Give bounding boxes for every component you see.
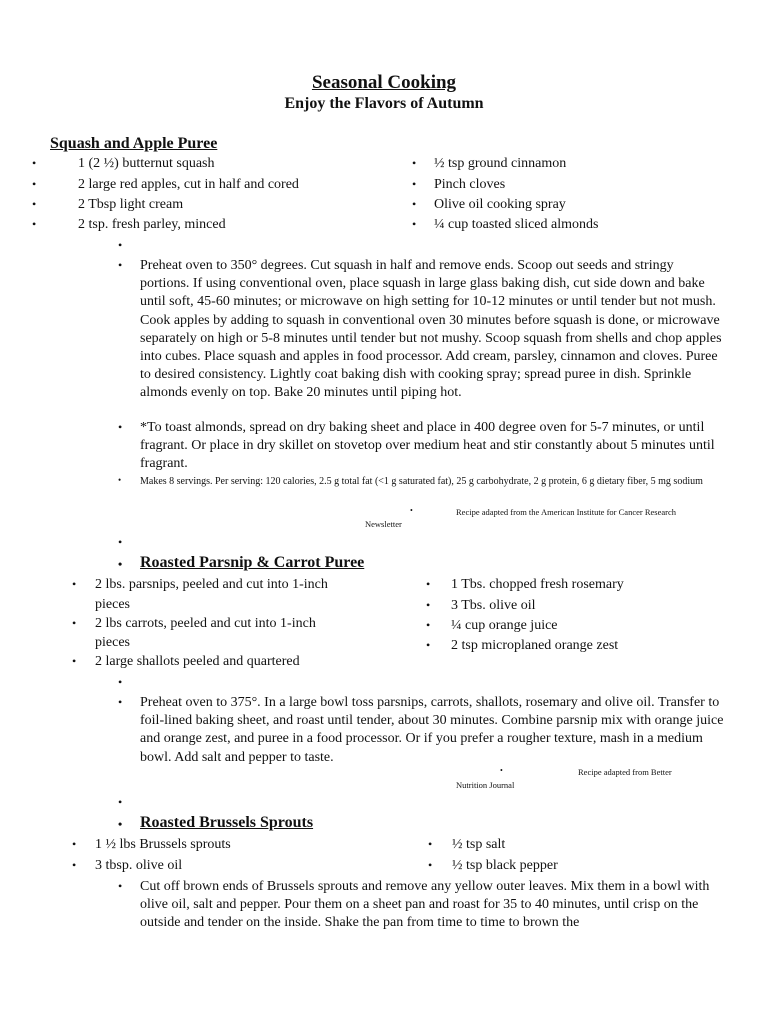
bullet: •	[72, 858, 77, 872]
ingredient: ¼ cup orange juice	[451, 618, 558, 633]
bullet: •	[118, 695, 123, 709]
empty-bullet: •	[118, 795, 123, 809]
recipe1-source: Recipe adapted from the American Institute for Cancer Research	[456, 507, 676, 517]
recipe1-almond-note: *To toast almonds, spread on dry baking sheet and place in 400 degree oven for 5-7 minutes, or until fragrant. Or place in dry skillet on stovetop over medium heat and stir constantly about 5 minutes until fragrant.	[140, 420, 715, 472]
ingredient: 2 tsp microplaned orange zest	[451, 638, 619, 653]
bullet: •	[426, 577, 431, 591]
bullet: •	[118, 557, 123, 571]
recipe2-source-line2: Nutrition Journal	[456, 780, 515, 790]
bullet: •	[412, 177, 417, 191]
empty-bullet: •	[118, 675, 123, 689]
ingredient: Olive oil cooking spray	[434, 197, 566, 212]
bullet: •	[118, 258, 123, 272]
page-subtitle: Enjoy the Flavors of Autumn	[284, 95, 484, 112]
ingredient: 3 Tbs. olive oil	[451, 598, 536, 613]
ingredient: 1 Tbs. chopped fresh rosemary	[451, 577, 624, 592]
bullet: •	[426, 598, 431, 612]
empty-bullet: •	[118, 535, 123, 549]
recipe1-nutrition: Makes 8 servings. Per serving: 120 calories, 2.5 g total fat (<1 g saturated fat), 25 g carbohydrate, 2 g protein, 6 g dietary fiber, 5 mg sodium	[140, 476, 703, 487]
ingredient: Pinch cloves	[434, 177, 506, 192]
recipe3-heading: Roasted Brussels Sprouts	[140, 814, 314, 831]
ingredient: 2 large shallots peeled and quartered	[95, 654, 300, 669]
bullet: •	[118, 420, 123, 434]
bullet: •	[118, 879, 123, 893]
bullet: •	[412, 197, 417, 211]
ingredient: 2 tsp. fresh parley, minced	[78, 217, 226, 232]
ingredient: ½ tsp salt	[452, 837, 506, 852]
ingredient: ½ tsp ground cinnamon	[434, 156, 567, 171]
bullet: •	[72, 654, 77, 668]
ingredient: 2 large red apples, cut in half and cored	[78, 177, 299, 192]
ingredient: 1 ½ lbs Brussels sprouts	[95, 837, 231, 852]
bullet: •	[118, 475, 122, 485]
bullet: •	[426, 638, 431, 652]
ingredient: 2 lbs. parsnips, peeled and cut into 1-inch	[95, 577, 328, 592]
ingredient-continued: pieces	[95, 597, 130, 612]
bullet: •	[32, 177, 37, 191]
bullet: •	[428, 837, 433, 851]
bullet: •	[410, 506, 413, 515]
bullet: •	[32, 197, 37, 211]
ingredient: ½ tsp black pepper	[452, 858, 558, 873]
bullet: •	[72, 837, 77, 851]
bullet: •	[426, 618, 431, 632]
ingredient: ¼ cup toasted sliced almonds	[434, 217, 599, 232]
bullet: •	[72, 577, 77, 591]
bullet: •	[32, 156, 37, 170]
bullet: •	[412, 156, 417, 170]
page-title: Seasonal Cooking	[311, 72, 457, 93]
ingredient: 2 lbs carrots, peeled and cut into 1-inch	[95, 616, 316, 631]
ingredient: 2 Tbsp light cream	[78, 197, 184, 212]
recipe2-heading: Roasted Parsnip & Carrot Puree	[140, 554, 365, 571]
ingredient: 3 tbsp. olive oil	[95, 858, 183, 873]
bullet: •	[118, 817, 123, 831]
bullet: •	[32, 217, 37, 231]
bullet: •	[72, 616, 77, 630]
recipe1-heading: Squash and Apple Puree	[50, 135, 218, 152]
bullet: •	[428, 858, 433, 872]
recipe2-directions: Preheat oven to 375°. In a large bowl toss parsnips, carrots, shallots, rosemary and olive oil. Transfer to foil-lined baking sheet, and roast until tender, about 30 minutes. Combine parsnip mix with orange juice and orange zest, and puree in a food processor. Or if you prefer a rougher texture, mash in a medium bowl. Add salt and pepper to taste.	[140, 695, 724, 765]
recipe1-source-line2: Newsletter	[365, 519, 402, 529]
recipe2-source: Recipe adapted from Better	[578, 767, 672, 777]
recipe3-directions: Cut off brown ends of Brussels sprouts and remove any yellow outer leaves. Mix them in a bowl with olive oil, salt and pepper. Pour them on a sheet pan and roast for 35 to 40 minutes, until crisp on the outside and tender on the inside. Shake the pan from time to time to brown the	[140, 879, 710, 931]
recipe1-directions: Preheat oven to 350° degrees. Cut squash in half and remove ends. Scoop out seeds and stringy portions. If using conventional oven, place squash in large glass baking dish, cut side down and bake until soft, 45-60 minutes; or microwave on high setting for 10-12 minutes or until tender but not mush. Cook apples by adding to squash in conventional oven 30 minutes before squash is done, or microwave separately on high or 5-8 minutes until tender but not mushy. Scoop squash from shells and chop apples into cubes. Place squash and apples in food processor. Add cream, parsley, cinnamon and cloves. Puree to desired consistency. Lightly coat baking dish with cooking spray; spread puree in dish. Sprinkle almonds evenly on top. Bake 20 minutes until piping hot.	[140, 258, 722, 401]
bullet: •	[500, 766, 503, 775]
bullet: •	[412, 217, 417, 231]
ingredient-continued: pieces	[95, 635, 130, 650]
ingredient: 1 (2 ½) butternut squash	[78, 156, 215, 171]
empty-bullet: •	[118, 238, 123, 252]
